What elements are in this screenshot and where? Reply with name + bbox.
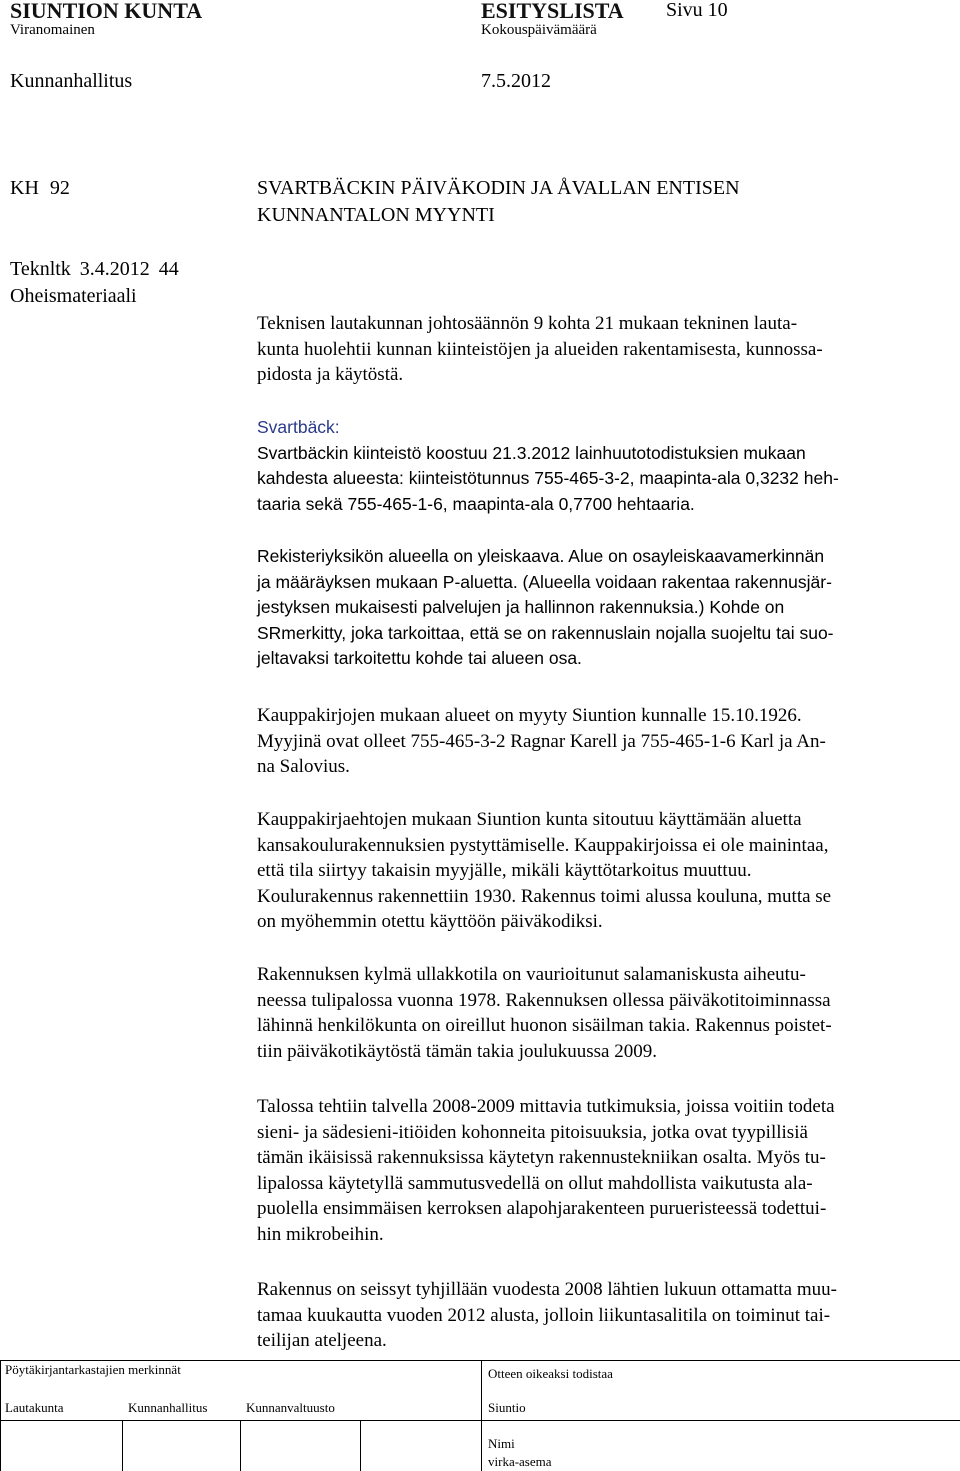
text-line: Talossa tehtiin talvella 2008-2009 mittavia tutkimuksia, joissa voitiin todeta: [257, 1096, 835, 1117]
meeting-body: Kunnanhallitus: [10, 70, 133, 92]
text-line: on myöhemmin otettu käyttöön päiväkodiksi.: [257, 911, 603, 932]
text-line: jestyksen mukaisesti palvelujen ja hallinnon rakennuksia.) Kohde on: [257, 597, 785, 617]
author-label: Viranomainen: [10, 22, 95, 38]
paragraph-7: [257, 1094, 947, 1247]
text-line: kunta huolehtii kunnan kiinteistöjen ja alueiden rakentamisesta, kunnossa-: [257, 338, 823, 360]
footer-col-lautakunta: Lautakunta: [5, 1400, 64, 1415]
paragraph-5: [257, 807, 947, 935]
footer-divider: [360, 1420, 361, 1471]
text-line: neessa tulipalossa vuonna 1978. Rakennuksen ollessa päiväkotitoiminnassa: [257, 989, 831, 1011]
attachment-label: Oheismateriaali: [10, 285, 137, 307]
footer-top-rule: [0, 1360, 960, 1361]
text-line: Myyjinä ovat olleet 755-465-3-2 Ragnar Karell ja 755-465-1-6 Karl ja An-: [257, 730, 826, 752]
text-line: Kauppakirjaehtojen mukaan Siuntion kunta sitoutuu käyttämään aluetta: [257, 809, 802, 830]
text-line: Rakennuksen kylmä ullakkotila on vaurioitunut salamaniskusta aiheutu-: [257, 964, 806, 985]
footer-title-label: virka-asema: [488, 1454, 552, 1469]
meeting-date: 7.5.2012: [481, 70, 551, 92]
footer-divider: [0, 1360, 1, 1471]
footer-col-kunnanhallitus: Kunnanhallitus: [128, 1400, 208, 1415]
document-type: ESITYSLISTA: [481, 0, 624, 23]
text-line: Rekisteriyksikön alueella on yleiskaava. Alue on osayleiskaavamerkinnän: [257, 546, 825, 566]
date-label: Kokouspäivämäärä: [481, 22, 597, 38]
text-line: Svartbäckin kiinteistö koostuu 21.3.2012 lainhuutotodistuksien mukaan: [257, 442, 806, 463]
text-line: tiin päiväkotikäytöstä tämän takia joulukuussa 2009.: [257, 1040, 657, 1062]
text-line: hin mikrobeihin.: [257, 1223, 384, 1245]
text-line: että tila siirtyy takaisin myyjälle, mikäli käyttötarkoitus muuttuu.: [257, 860, 752, 881]
paragraph-3: [257, 544, 947, 672]
text-line: sieni- ja sädesieni-itiöiden kohonneita pitoisuuksia, jotka ovat tyypillisiä: [257, 1121, 808, 1143]
text-line: teilijan ateljeena.: [257, 1330, 387, 1351]
paragraph-8: [257, 1277, 947, 1354]
text-line: kansakoulurakennuksien pystyttämiselle. Kauppakirjoissa ei ole mainintaa,: [257, 834, 829, 856]
footer-divider: [122, 1420, 123, 1471]
text-line: na Salovius.: [257, 756, 350, 777]
text-line: lipalossa käytetyllä sammutusvedellä on ollut mahdollista vaikutusta ala-: [257, 1172, 813, 1194]
footer-place: Siuntio: [488, 1400, 526, 1415]
svartback-heading: Svartbäck:: [257, 417, 340, 437]
text-line: SRmerkitty, joka tarkoittaa, että se on rakennuslain nojalla suojeltu tai suo-: [257, 622, 834, 643]
text-line: lähinnä henkilökunta on oireillut huonon sisäilman takia. Rakennus poistet-: [257, 1015, 832, 1036]
footer-mid-rule: [0, 1420, 960, 1421]
text-line: kahdesta alueesta: kiinteistötunnus 755-465-3-2, maapinta-ala 0,3232 heh-: [257, 468, 839, 488]
text-line: Teknisen lautakunnan johtosäännön 9 kohta 21 mukaan tekninen lauta-: [257, 313, 798, 334]
paragraph-1: [257, 311, 947, 388]
paragraph-svartback: [257, 415, 947, 517]
page-number: Sivu 10: [666, 0, 728, 21]
text-line: puolella ensimmäisen kerroksen alapohjarakenteen purueristeessä todettui-: [257, 1198, 827, 1219]
paragraph-4: [257, 703, 947, 780]
title-line-1: SVARTBÄCKIN PÄIVÄKODIN JA ÅVALLAN ENTISEN: [257, 177, 740, 199]
organization-name: SIUNTION KUNTA: [10, 0, 203, 23]
footer-right-title: Otteen oikeaksi todistaa: [488, 1366, 613, 1381]
text-line: Kauppakirjojen mukaan alueet on myyty Siuntion kunnalle 15.10.1926.: [257, 705, 802, 726]
footer-col-kunnanvaltuusto: Kunnanvaltuusto: [246, 1400, 335, 1415]
footer-divider: [240, 1420, 241, 1471]
text-line: Koulurakennus rakennettiin 1930. Rakennus toimi alussa kouluna, mutta se: [257, 885, 832, 907]
footer-left-title: Pöytäkirjantarkastajien merkinnät: [5, 1362, 181, 1377]
title-line-2: KUNNANTALON MYYNTI: [257, 204, 495, 226]
footer-name-label: Nimi: [488, 1436, 515, 1451]
text-line: taaria sekä 755-465-1-6, maapinta-ala 0,7700 hehtaaria.: [257, 493, 695, 514]
reference: Teknltk 3.4.2012 44: [10, 258, 179, 280]
section-number: KH 92: [10, 177, 70, 199]
text-line: ja määräyksen mukaan P-aluetta. (Alueella voidaan rakentaa rakennusjär-: [257, 571, 832, 592]
text-line: tamaa kuukautta vuoden 2012 alusta, jolloin liikuntasalitila on toiminut tai-: [257, 1304, 831, 1326]
footer-divider: [481, 1360, 482, 1471]
text-line: tämän ikäisissä rakennuksissa käytetyn rakennustekniikan osalta. Myös tu-: [257, 1147, 826, 1168]
text-line: Rakennus on seissyt tyhjillään vuodesta 2008 lähtien lukuun ottamatta muu-: [257, 1279, 837, 1300]
text-line: jeltavaksi tarkoitettu kohde tai alueen osa.: [257, 648, 582, 668]
text-line: pidosta ja käytöstä.: [257, 364, 404, 385]
paragraph-6: [257, 962, 947, 1064]
